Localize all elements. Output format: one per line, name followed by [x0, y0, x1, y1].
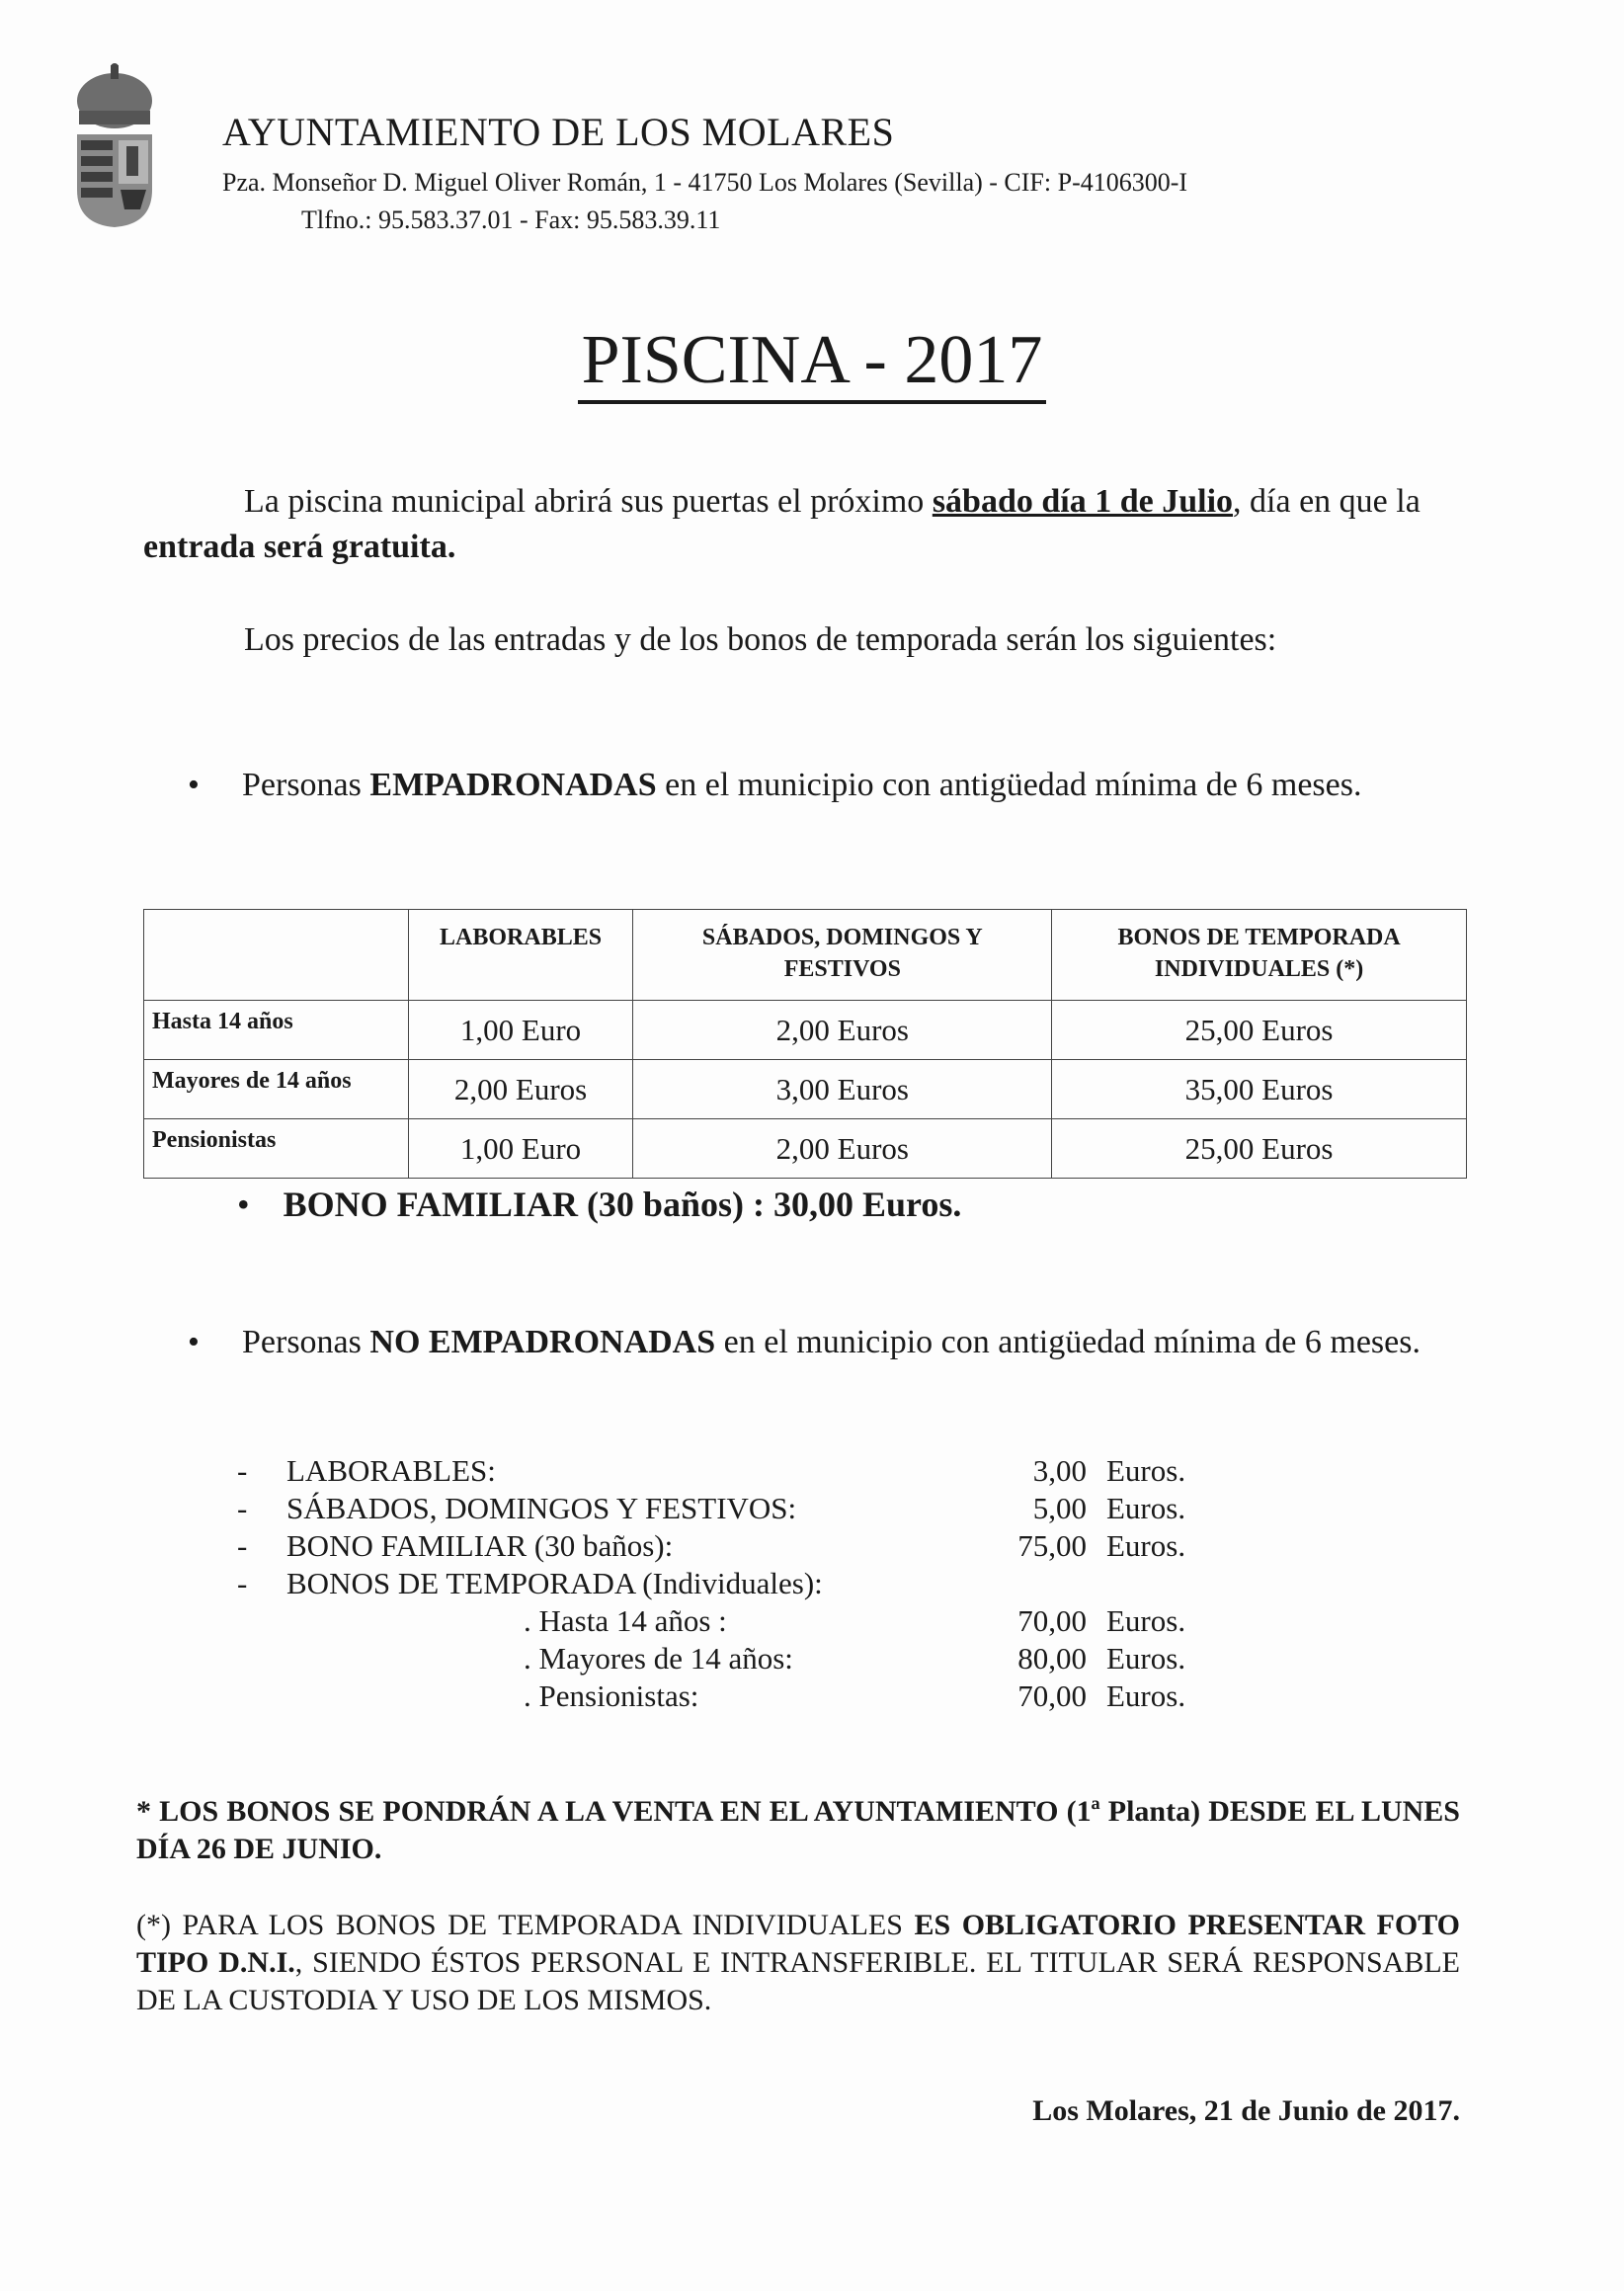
sale-notice: * LOS BONOS SE PONDRÁN A LA VENTA EN EL AYUNTAMIENTO (1ª Planta) DESDE EL LUNES DÍA 26 DE JUNIO. [136, 1795, 1460, 1865]
family-bond-line: • BONO FAMILIAR (30 baños) : 30,00 Euros. [237, 1185, 962, 1224]
row-label: Hasta 14 años [144, 1001, 409, 1060]
free-entry-note: entrada será gratuita. [143, 529, 456, 565]
table-header-empty [144, 910, 409, 1001]
cell-laborables: 1,00 Euro [408, 1001, 633, 1060]
list-item: - SÁBADOS, DOMINGOS Y FESTIVOS: 5,00 Euros. [237, 1491, 1186, 1525]
list-item: - LABORABLES: 3,00 Euros. [237, 1453, 1186, 1488]
table-header-laborables: LABORABLES [408, 910, 633, 1001]
cell-laborables: 2,00 Euros [408, 1060, 633, 1119]
opening-paragraph: La piscina municipal abrirá sus puertas el próximo sábado día 1 de Julio, día en que la entrada será gratuita. [143, 483, 1421, 565]
prices-intro: Los precios de las entradas y de los bonos de temporada serán los siguientes: [244, 621, 1277, 658]
cell-festivos: 3,00 Euros [633, 1060, 1052, 1119]
row-label: Pensionistas [144, 1119, 409, 1179]
coat-of-arms-icon [67, 61, 162, 229]
photo-requirement-note: (*) PARA LOS BONOS DE TEMPORADA INDIVIDUALES ES OBLIGATORIO PRESENTAR FOTO TIPO D.N.I., SIENDO ÉSTOS PERSONAL E INTRANSFERIBLE. EL TITULAR SERÁ RESPONSABLE DE LA CUSTODIA Y USO DE LOS MISMOS. [136, 1909, 1460, 2016]
table-row [144, 1119, 1467, 1179]
signoff-date: Los Molares, 21 de Junio de 2017. [1032, 2094, 1460, 2127]
resident-price-table [143, 909, 1467, 1179]
cell-festivos: 2,00 Euros [633, 1119, 1052, 1179]
cell-bonos: 25,00 Euros [1052, 1119, 1467, 1179]
bullet-icon: • [188, 1324, 200, 1360]
organization-address: Pza. Monseñor D. Miguel Oliver Román, 1 - 41750 Los Molares (Sevilla) - CIF: P-4106300-I [222, 168, 1188, 197]
table-header-festivos: SÁBADOS, DOMINGOS Y FESTIVOS [633, 910, 1052, 1001]
organization-phone: Tlfno.: 95.583.37.01 - Fax: 95.583.39.11 [301, 205, 721, 234]
list-item: - BONO FAMILIAR (30 baños): 75,00 Euros. [237, 1528, 1186, 1563]
table-row [144, 1060, 1467, 1119]
bullet-icon: • [188, 767, 200, 803]
list-subitem: . Mayores de 14 años: 80,00 Euros. [524, 1641, 1186, 1676]
cell-laborables: 1,00 Euro [408, 1119, 633, 1179]
non-residents-heading: • Personas NO EMPADRONADAS en el municipio con antigüedad mínima de 6 meses. [188, 1320, 1472, 1365]
list-subitem: . Hasta 14 años : 70,00 Euros. [524, 1603, 1186, 1638]
list-subitem: . Pensionistas: 70,00 Euros. [524, 1678, 1186, 1713]
opening-date: sábado día 1 de Julio [932, 483, 1234, 520]
table-row [144, 1001, 1467, 1060]
table-header-row [144, 910, 1467, 1001]
row-label: Mayores de 14 años [144, 1060, 409, 1119]
bullet-icon: • [237, 1185, 250, 1224]
page-title: PISCINA - 2017 [0, 321, 1624, 400]
organization-name: AYUNTAMIENTO DE LOS MOLARES [222, 110, 895, 154]
cell-bonos: 25,00 Euros [1052, 1001, 1467, 1060]
non-resident-price-list [237, 1452, 1225, 1715]
list-item: - BONOS DE TEMPORADA (Individuales): [237, 1566, 823, 1600]
table-header-bonos: BONOS DE TEMPORADA INDIVIDUALES (*) [1052, 910, 1467, 1001]
cell-bonos: 35,00 Euros [1052, 1060, 1467, 1119]
residents-heading: • Personas EMPADRONADAS en el municipio con antigüedad mínima de 6 meses. [188, 763, 1472, 808]
cell-festivos: 2,00 Euros [633, 1001, 1052, 1060]
